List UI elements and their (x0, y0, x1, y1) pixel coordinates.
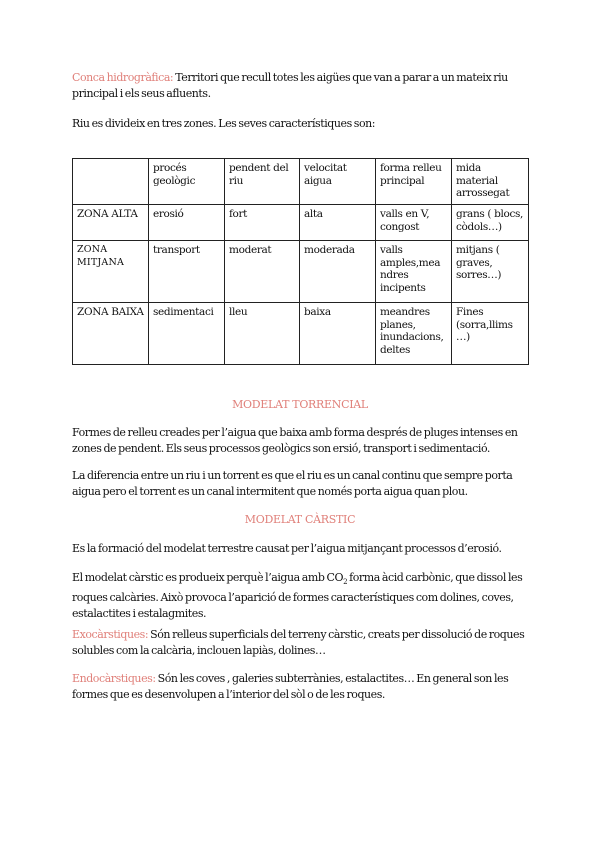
table-cell: valls en V, congost (376, 205, 452, 241)
table-cell: mitjans ( graves, sorres…) (452, 241, 529, 303)
table-row (73, 241, 529, 303)
table-cell: meandres planes, inundacions, deltes (376, 303, 452, 365)
table-cell: moderada (300, 241, 376, 303)
torrencial-paragraph-2: La diferencia entre un riu i un torrent es que el riu es un canal continu que sempre porta aigua pero el torrent es un canal intermitent que només porta aigua quan plou. (72, 469, 513, 498)
row-label: ZONA ALTA (73, 205, 149, 241)
intro-text: Territori que recull totes les aigües que van a parar a un mateix riu principal i els seus afluents. (72, 71, 508, 100)
table-cell: valls amples,mea ndres incipents (376, 241, 452, 303)
term-conca-hidrografica: Conca hidrogràfica: (72, 71, 174, 84)
table-cell: lleu (225, 303, 300, 365)
header-cell: procés geològic (149, 159, 225, 205)
heading-modelat-carstic: MODELAT CÀRSTIC (244, 513, 356, 526)
header-cell (73, 159, 149, 205)
heading-modelat-torrencial: MODELAT TORRENCIAL (232, 398, 368, 411)
carstic-text-after: forma àcid carbònic, que dissol les roques calcàries. Això provoca l’aparició de formes característiques com dolines, coves, estalactites i estalagmites. (72, 571, 523, 621)
header-cell: forma relleu principal (376, 159, 452, 205)
table-cell: alta (300, 205, 376, 241)
river-zones-table (72, 158, 529, 365)
carstic-paragraph-2 (72, 570, 532, 622)
table-cell: Fines (sorra,llims …) (452, 303, 529, 365)
term-exocarstiques: Exocàrstiques: (72, 628, 149, 641)
table-cell: transport (149, 241, 225, 303)
exocarstiques-text: Són relleus superficials del terreny càrstic, creats per dissolució de roques solubles com la calcària, inclouen lapiàs, dolines… (72, 628, 525, 657)
table-row (73, 303, 529, 365)
table-row (73, 205, 529, 241)
term-endocarstiques: Endocàrstiques: (72, 672, 156, 685)
table-cell: erosió (149, 205, 225, 241)
table-cell: fort (225, 205, 300, 241)
carstic-text-before: El modelat càrstic es produeix perquè l’aigua amb CO (72, 571, 344, 584)
table-cell: sedimentaci (149, 303, 225, 365)
intro-paragraph (72, 70, 532, 102)
row-label: ZONA MITJANA (73, 241, 149, 303)
header-cell: pendent del riu (225, 159, 300, 205)
table-cell: moderat (225, 241, 300, 303)
header-cell: mida material arrossegat (452, 159, 529, 205)
table-cell: baixa (300, 303, 376, 365)
endocarstiques-text: Són les coves , galeries subterrànies, estalactites… En general son les formes que es desenvolupen a l’interior del sòl o de les roques. (72, 672, 509, 701)
zones-intro: Riu es divideix en tres zones. Les seves característiques son: (72, 117, 376, 130)
table-header-row (73, 159, 529, 205)
row-label: ZONA BAIXA (73, 303, 149, 365)
carstic-paragraph-1: Es la formació del modelat terrestre causat per l’aigua mitjançant processos d’erosió. (72, 542, 502, 555)
table-cell: grans ( blocs, còdols…) (452, 205, 529, 241)
co2-subscript: 2 (343, 578, 348, 587)
header-cell: velocitat aigua (300, 159, 376, 205)
endocarstiques-paragraph (72, 671, 532, 703)
exocarstiques-paragraph (72, 627, 532, 659)
torrencial-paragraph-1: Formes de relleu creades per l’aigua que baixa amb forma després de pluges intenses en zones de pendent. Els seus processos geològics son ersió, transport i sedimentació. (72, 426, 518, 455)
